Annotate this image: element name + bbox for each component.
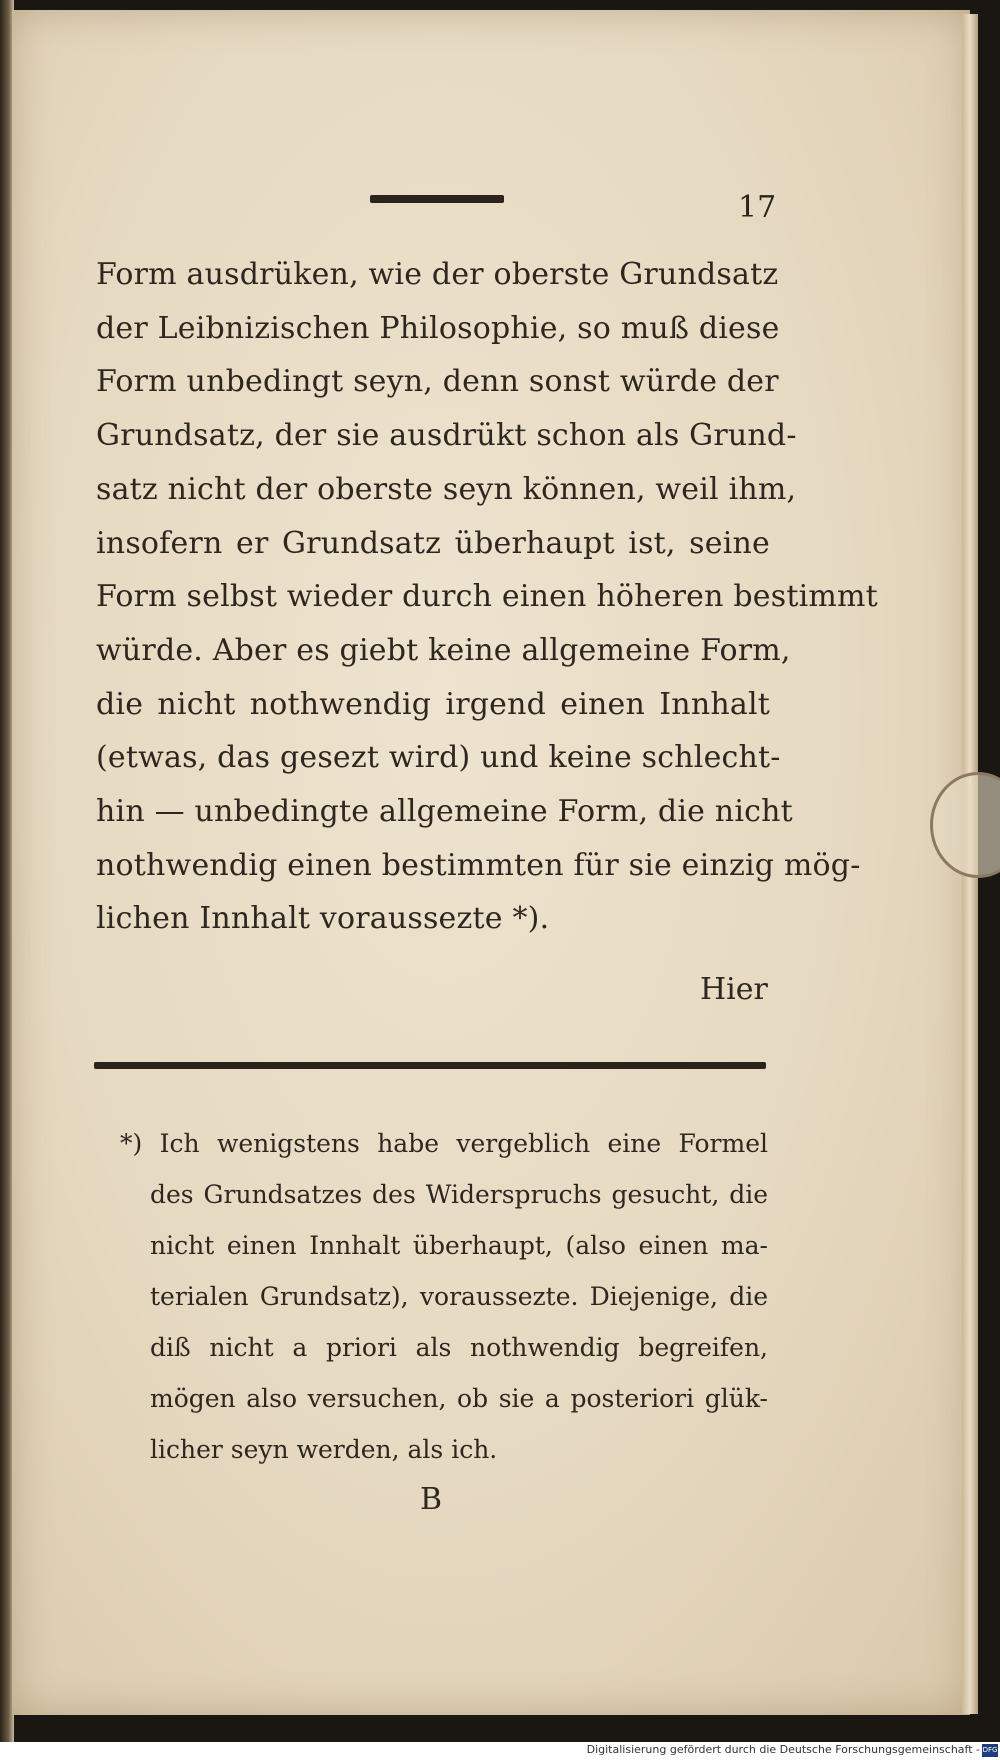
text-line: insofern er Grundsatz überhaupt ist, seine [96, 525, 770, 561]
footer-credit: Digitalisierung gefördert durch die Deutsche Forschungsgemeinschaft - [586, 1743, 980, 1756]
main-text-block [96, 248, 878, 946]
text-line: (etwas, das gesezt wird) und keine schlecht- [96, 740, 781, 776]
catchword: Hier [700, 972, 768, 1007]
text-line: hin — unbedingte allgemeine Form, die nicht [96, 794, 793, 830]
digitization-footer [0, 1742, 1000, 1760]
text-line: Grundsatz, der sie ausdrükt schon als Grund- [96, 418, 797, 454]
header-rule [370, 195, 504, 203]
dfg-logo-icon: DFG [982, 1744, 998, 1757]
footnote-line: terialen Grundsatz), voraussezte. Diejenige, die [150, 1282, 768, 1311]
footnote-line: nicht einen Innhalt überhaupt, (also einen ma- [150, 1231, 768, 1260]
footnote-line: *) Ich wenigstens habe vergeblich eine Formel [120, 1129, 768, 1158]
footnote-rule [94, 1062, 766, 1069]
footnote-line: mögen also versuchen, ob sie a posteriori glük- [150, 1384, 768, 1413]
text-line: nothwendig einen bestimmten für sie einzig mög- [96, 847, 861, 883]
signature-mark: B [420, 1482, 443, 1517]
page-number: 17 [738, 190, 777, 225]
footnote-line: licher seyn werden, als ich. [150, 1435, 498, 1464]
text-line: der Leibnizischen Philosophie, so muß diese [96, 310, 780, 346]
text-line: Form unbedingt seyn, denn sonst würde der [96, 364, 779, 400]
text-line: Form selbst wieder durch einen höheren bestimmt [96, 579, 878, 615]
footnote-line: diß nicht a priori als nothwendig begreifen, [150, 1333, 768, 1362]
text-line: würde. Aber es giebt keine allgemeine Form, [96, 632, 791, 668]
footnote-line: des Grundsatzes des Widerspruchs gesucht, die [150, 1180, 768, 1209]
text-line: lichen Innhalt voraussezte *). [96, 901, 550, 937]
text-line: satz nicht der oberste seyn können, weil ihm, [96, 471, 797, 507]
text-line: Form ausdrüken, wie der oberste Grundsatz [96, 257, 779, 292]
text-line: die nicht nothwendig irgend einen Innhalt [96, 686, 770, 722]
footnote-block [120, 1118, 768, 1475]
